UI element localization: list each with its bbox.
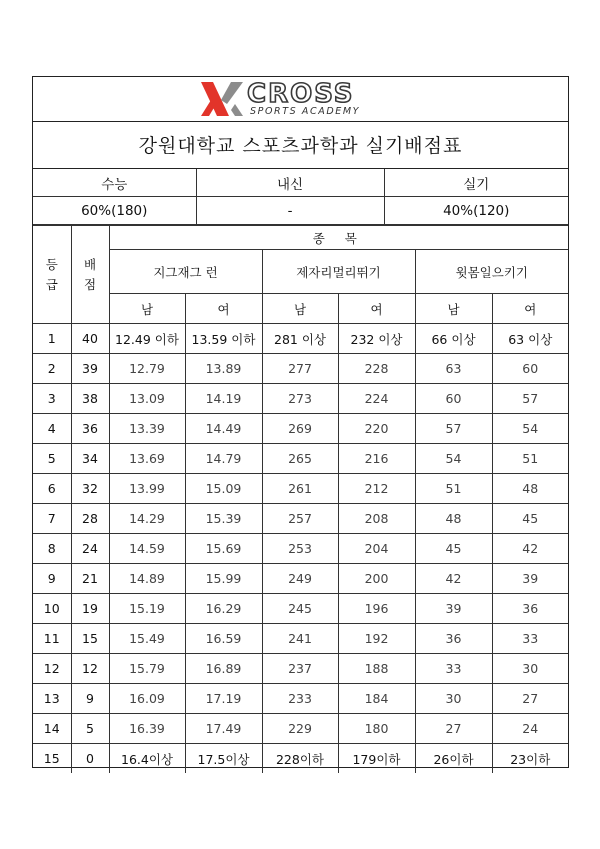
summary-table — [33, 169, 568, 225]
value-cell: 33 — [415, 654, 492, 684]
value-cell: 204 — [338, 534, 415, 564]
value-cell: 17.19 — [185, 684, 262, 714]
value-cell: 42 — [492, 534, 568, 564]
event-sit-ups: 윗몸일으키기 — [415, 250, 568, 294]
value-cell: 27 — [492, 684, 568, 714]
grade-cell: 9 — [33, 564, 71, 594]
grade-cell: 6 — [33, 474, 71, 504]
table-row — [33, 534, 568, 564]
grade-cell: 1 — [33, 324, 71, 354]
grade-header-label: 등 급 — [45, 256, 58, 292]
page-title: 강원대학교 스포츠과학과 실기배점표 — [33, 121, 568, 169]
value-cell: 15.79 — [109, 654, 185, 684]
value-cell: 42 — [415, 564, 492, 594]
grade-cell: 3 — [33, 384, 71, 414]
value-cell: 179이하 — [338, 744, 415, 774]
value-cell: 192 — [338, 624, 415, 654]
value-cell: 15.19 — [109, 594, 185, 624]
score-cell: 5 — [71, 714, 109, 744]
grade-cell: 5 — [33, 444, 71, 474]
value-cell: 208 — [338, 504, 415, 534]
value-cell: 249 — [262, 564, 338, 594]
table-row — [33, 684, 568, 714]
summary-value-suneung: 60%(180) — [33, 197, 196, 225]
value-cell: 24 — [492, 714, 568, 744]
value-cell: 30 — [415, 684, 492, 714]
value-cell: 57 — [415, 414, 492, 444]
value-cell: 281 이상 — [262, 324, 338, 354]
value-cell: 15.39 — [185, 504, 262, 534]
cross-logo-icon — [199, 80, 245, 118]
value-cell: 14.59 — [109, 534, 185, 564]
grade-cell: 12 — [33, 654, 71, 684]
logo-subtitle: SPORTS ACADEMY — [250, 106, 361, 117]
score-cell: 38 — [71, 384, 109, 414]
value-cell: 241 — [262, 624, 338, 654]
value-cell: 184 — [338, 684, 415, 714]
value-cell: 12.79 — [109, 354, 185, 384]
score-cell: 32 — [71, 474, 109, 504]
value-cell: 16.39 — [109, 714, 185, 744]
value-cell: 26이하 — [415, 744, 492, 774]
grade-cell: 2 — [33, 354, 71, 384]
value-cell: 269 — [262, 414, 338, 444]
score-cell: 36 — [71, 414, 109, 444]
value-cell: 14.29 — [109, 504, 185, 534]
event-standing-long-jump: 제자리멀리뛰기 — [262, 250, 415, 294]
score-cell: 28 — [71, 504, 109, 534]
event-zigzag-run: 지그재그 런 — [109, 250, 262, 294]
logo-word: CROSS — [247, 79, 355, 109]
value-cell: 12.49 이하 — [109, 324, 185, 354]
gender-male: 남 — [262, 294, 338, 324]
summary-header-silgi: 실기 — [384, 169, 568, 197]
value-cell: 16.09 — [109, 684, 185, 714]
value-cell: 229 — [262, 714, 338, 744]
table-row — [33, 414, 568, 444]
value-cell: 237 — [262, 654, 338, 684]
value-cell: 13.99 — [109, 474, 185, 504]
value-cell: 15.69 — [185, 534, 262, 564]
value-cell: 14.49 — [185, 414, 262, 444]
score-cell: 40 — [71, 324, 109, 354]
value-cell: 57 — [492, 384, 568, 414]
value-cell: 27 — [415, 714, 492, 744]
value-cell: 188 — [338, 654, 415, 684]
value-cell: 36 — [415, 624, 492, 654]
table-row — [33, 594, 568, 624]
value-cell: 220 — [338, 414, 415, 444]
summary-value-silgi: 40%(120) — [384, 197, 568, 225]
score-cell: 9 — [71, 684, 109, 714]
table-row — [33, 654, 568, 684]
value-cell: 196 — [338, 594, 415, 624]
value-cell: 13.09 — [109, 384, 185, 414]
grade-cell: 15 — [33, 744, 71, 774]
table-row — [33, 354, 568, 384]
score-sheet — [32, 76, 569, 768]
grade-cell: 8 — [33, 534, 71, 564]
score-cell: 39 — [71, 354, 109, 384]
value-cell: 48 — [415, 504, 492, 534]
value-cell: 60 — [415, 384, 492, 414]
value-cell: 16.29 — [185, 594, 262, 624]
value-cell: 51 — [415, 474, 492, 504]
logo-area — [33, 77, 568, 122]
grade-cell: 10 — [33, 594, 71, 624]
grade-cell: 13 — [33, 684, 71, 714]
value-cell: 23이하 — [492, 744, 568, 774]
table-row — [33, 564, 568, 594]
value-cell: 265 — [262, 444, 338, 474]
grade-cell: 4 — [33, 414, 71, 444]
value-cell: 277 — [262, 354, 338, 384]
summary-header-naesin: 내신 — [196, 169, 384, 197]
value-cell: 30 — [492, 654, 568, 684]
value-cell: 273 — [262, 384, 338, 414]
value-cell: 45 — [492, 504, 568, 534]
value-cell: 15.49 — [109, 624, 185, 654]
table-row — [33, 474, 568, 504]
score-cell: 34 — [71, 444, 109, 474]
grade-cell: 14 — [33, 714, 71, 744]
value-cell: 13.69 — [109, 444, 185, 474]
value-cell: 63 — [415, 354, 492, 384]
value-cell: 232 이상 — [338, 324, 415, 354]
value-cell: 15.09 — [185, 474, 262, 504]
value-cell: 200 — [338, 564, 415, 594]
score-cell: 0 — [71, 744, 109, 774]
table-row — [33, 624, 568, 654]
value-cell: 17.49 — [185, 714, 262, 744]
value-cell: 63 이상 — [492, 324, 568, 354]
summary-header-suneung: 수능 — [33, 169, 196, 197]
score-cell: 15 — [71, 624, 109, 654]
value-cell: 13.89 — [185, 354, 262, 384]
table-row — [33, 744, 568, 774]
value-cell: 66 이상 — [415, 324, 492, 354]
value-cell: 17.5이상 — [185, 744, 262, 774]
value-cell: 39 — [492, 564, 568, 594]
value-cell: 13.39 — [109, 414, 185, 444]
value-cell: 216 — [338, 444, 415, 474]
score-table — [33, 225, 568, 773]
gender-female: 여 — [338, 294, 415, 324]
category-header: 종 목 — [109, 226, 568, 250]
value-cell: 233 — [262, 684, 338, 714]
gender-male: 남 — [415, 294, 492, 324]
value-cell: 14.19 — [185, 384, 262, 414]
table-row — [33, 324, 568, 354]
score-cell: 24 — [71, 534, 109, 564]
gender-female: 여 — [492, 294, 568, 324]
table-row — [33, 504, 568, 534]
table-row — [33, 714, 568, 744]
summary-value-naesin: - — [196, 197, 384, 225]
value-cell: 14.89 — [109, 564, 185, 594]
value-cell: 257 — [262, 504, 338, 534]
value-cell: 36 — [492, 594, 568, 624]
value-cell: 245 — [262, 594, 338, 624]
value-cell: 48 — [492, 474, 568, 504]
value-cell: 228이하 — [262, 744, 338, 774]
value-cell: 60 — [492, 354, 568, 384]
value-cell: 33 — [492, 624, 568, 654]
value-cell: 54 — [492, 414, 568, 444]
value-cell: 45 — [415, 534, 492, 564]
grade-cell: 11 — [33, 624, 71, 654]
table-row — [33, 444, 568, 474]
gender-male: 남 — [109, 294, 185, 324]
score-cell: 21 — [71, 564, 109, 594]
gender-female: 여 — [185, 294, 262, 324]
score-cell: 19 — [71, 594, 109, 624]
value-cell: 39 — [415, 594, 492, 624]
value-cell: 212 — [338, 474, 415, 504]
score-header-label: 배 점 — [83, 256, 97, 292]
score-cell: 12 — [71, 654, 109, 684]
value-cell: 14.79 — [185, 444, 262, 474]
value-cell: 16.4이상 — [109, 744, 185, 774]
value-cell: 16.59 — [185, 624, 262, 654]
value-cell: 13.59 이하 — [185, 324, 262, 354]
score-header — [71, 226, 109, 324]
value-cell: 253 — [262, 534, 338, 564]
value-cell: 228 — [338, 354, 415, 384]
value-cell: 54 — [415, 444, 492, 474]
grade-header — [33, 226, 71, 324]
value-cell: 15.99 — [185, 564, 262, 594]
value-cell: 224 — [338, 384, 415, 414]
table-row — [33, 384, 568, 414]
value-cell: 261 — [262, 474, 338, 504]
grade-cell: 7 — [33, 504, 71, 534]
value-cell: 16.89 — [185, 654, 262, 684]
value-cell: 180 — [338, 714, 415, 744]
value-cell: 51 — [492, 444, 568, 474]
